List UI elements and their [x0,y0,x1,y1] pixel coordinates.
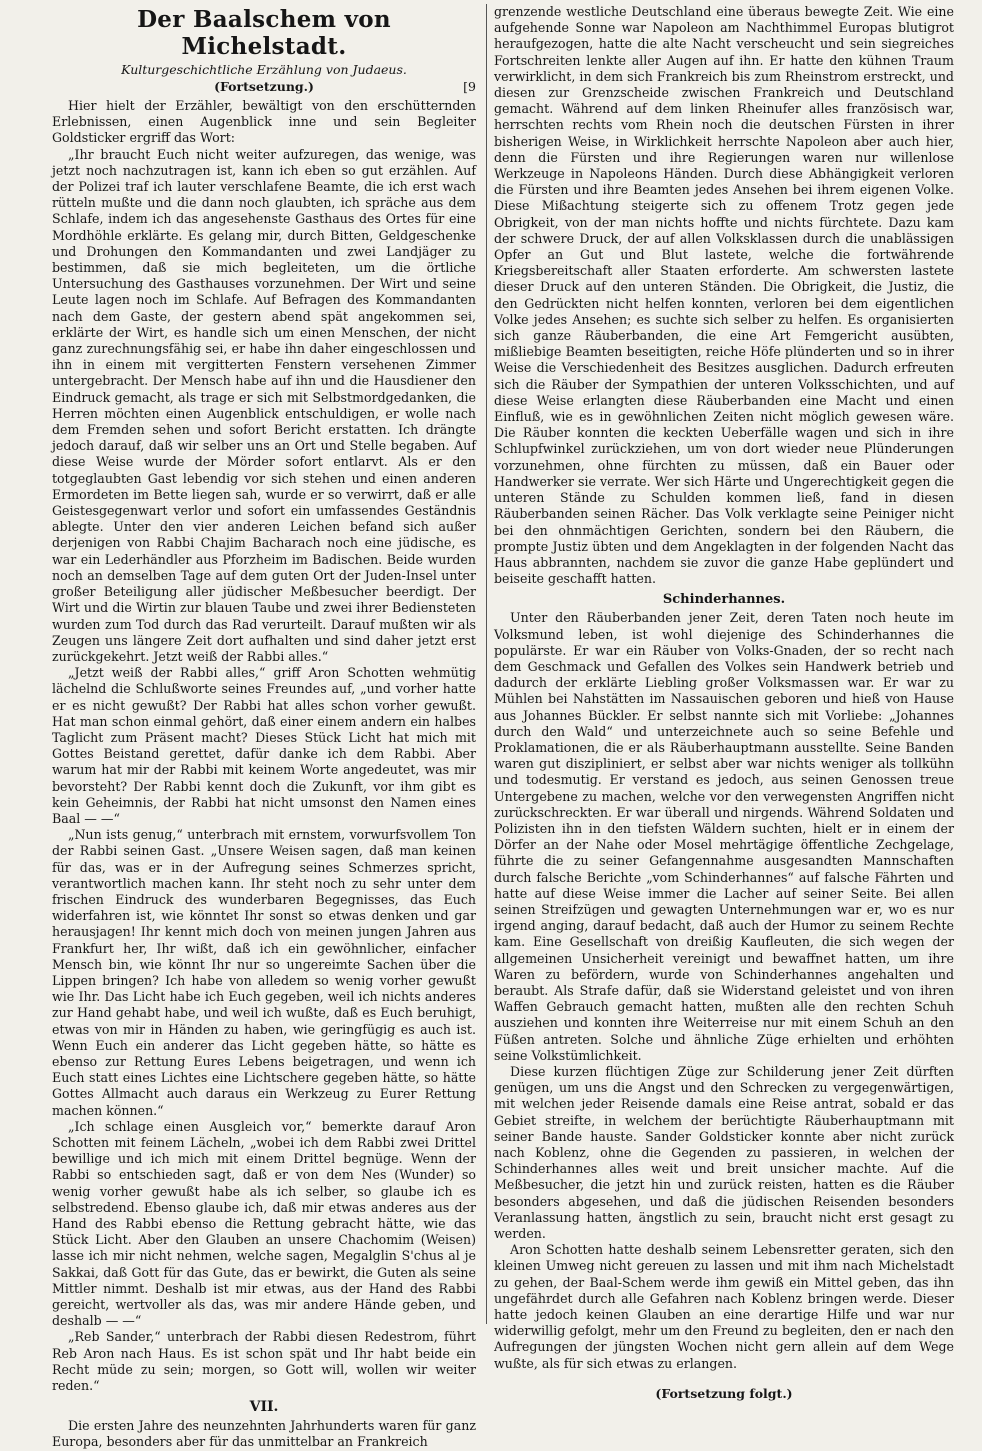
paragraph: Die ersten Jahre des neunzehnten Jahrhunderts waren für ganz Europa, besonders aber für das unmittelbar an Frankreich [52,1418,476,1450]
paragraph: Hier hielt der Erzähler, bewältigt von den erschütternden Erlebnissen, einen Augenblick inne und sein Begleiter Goldsticker ergriff das Wort: [52,98,476,146]
paragraph: „Nun ists genug,“ unterbrach mit ernstem, vorwurfsvollem Ton der Rabbi seinen Gast. „Unsere Weisen sagen, daß man keinen für das, was er in der Aufregung seines Schmerzes spricht, verantwortlich machen kann. Ihr steht noch zu sehr unter dem frischen Eindruck des wunderbaren Begegnisses, das Euch widerfahren ist, wie könntet Ihr sonst so etwas denken und gar herausjagen! Ihr kennt mich doch von meinen jungen Jahren aus Frankfurt her, Ihr wißt, daß ich ein gewöhnlicher, einfacher Mensch bin, wie könnt Ihr nur so ungereimte Sachen über die Lippen bringen? Ich habe von alledem so wenig vorher gewußt wie Ihr. Das Licht habe ich Euch gegeben, weil ich nichts anderes zur Hand gehabt habe, und weil ich wußte, daß es Euch beruhigt, etwas von mir in Händen zu haben, wie geringfügig es auch ist. Wenn Euch ein anderer das Licht gegeben hätte, so hätte es ebenso zur Rettung Eures Lebens beigetragen, und wenn ich Euch statt eines Lichtes eine Lichtschere gegeben hätte, so hätte Gottes Allmacht auch daraus ein Werkzeug zu Eurer Rettung machen können.“ [52,827,476,1118]
paragraph: „Ihr braucht Euch nicht weiter aufzuregen, das wenige, was jetzt noch nachzutragen ist, kann ich eben so gut erzählen. Auf der Polizei traf ich lauter verschlafene Beamte, die ich erst wach rütteln mußte und die dann noch glaubten, ich spräche aus dem Schlafe, indem ich das angesehenste Gasthaus des Ortes für eine Mordhöhle erklärte. Es gelang mir, durch Bitten, Geldgeschenke und Drohungen den Kommandanten und zwei Landjäger zu bestimmen, daß sie mich begleiteten, um die örtliche Untersuchung des Gasthauses vorzunehmen. Der Wirt und seine Leute lagen noch im Schlafe. Auf Befragen des Kommandanten nach dem Gaste, der gestern abend spät angekommen sei, erklärte der Wirt, es handle sich um einen Menschen, der nicht ganz zurechnungsfähig sei, er habe ihn daher eingeschlossen und ihn in einem mit vergitterten Fenstern versehenen Zimmer untergebracht. Der Mensch habe auf ihn und die Hausdiener den Eindruck gemacht, als trage er sich mit Selbstmordgedanken, die Herren möchten einen Augenblick entschuldigen, er wolle nach dem Fremden sehen und sofort Bericht erstatten. Ich drängte jedoch darauf, daß wir selber uns an Ort und Stelle begaben. Auf diese Weise wurde der Mörder sofort entlarvt. Als er den totgeglaubten Gast lebendig vor sich stehen und einen anderen Ermordeten im Bette liegen sah, wurde er so verwirrt, daß er alle Geistesgegenwart verlor und sofort ein umfassendes Geständnis ablegte. Unter den vier anderen Leichen befand sich außer derjenigen von Rabbi Chajim Bacharach noch eine jüdische, es war ein Lederhändler aus Pforzheim im Badischen. Beide wurden noch an demselben Tage auf dem guten Ort der Juden-Insel unter großer Beteiligung aller jüdischer Meßbesucher beerdigt. Der Wirt und die Wirtin zur blauen Taube und zwei ihrer Bediensteten wurden zum Tod durch das Rad verurteilt. Darauf mußten wir als Zeugen uns längere Zeit dort aufhalten und sind daher jetzt erst zurückgekehrt. Jetzt weiß der Rabbi alles.“ [52,146,476,664]
continuation-row [52,79,476,94]
continuation-footer: (Fortsetzung folgt.) [655,1385,793,1401]
column-divider [486,4,487,1324]
article-title: Der Baalschem von Michelstadt. [137,6,391,60]
paragraph: Aron Schotten hatte deshalb seinem Lebensretter geraten, sich den kleinen Umweg nicht gereuen zu lassen und mit ihm nach Michelstadt zu gehen, der Baal-Schem werde ihm gewiß ein Mittel geben, das ihn ungefährdet durch alle Gefahren nach Koblenz bringen werde. Dieser hatte jedoch keinen Glauben an eine derartige Hilfe und war nur widerwillig gefolgt, mehr um den Freund zu begleiten, den er nach den Aufregungen der jüngsten Wochen nicht gern allein auf dem Wege wußte, als für sich etwas zu erlangen. [494,1242,954,1371]
paragraph: „Ich schlage einen Ausgleich vor,“ bemerkte darauf Aron Schotten mit feinem Lächeln, „wobei ich dem Rabbi zwei Drittel bewillige und ich mich mit einem Drittel begnüge. Wenn der Rabbi so entschieden sagt, daß er von dem Nes (Wunder) so wenig vorher gewußt habe als ich selber, so glaube ich es selbstredend. Ebenso glaube ich, daß mir etwas anderes aus der Hand des Rabbi ebenso die Rettung gebracht hätte, wie das Stück Licht. Aber den Glauben an unsere Chachomim (Weisen) lasse ich mir nicht nehmen, welche sagen, Megalglin S'chus al je Sakkai, daß Gott für das Gute, das er bewirkt, die Guten als seine Mittler nimmt. Deshalb ist mir etwas, aus der Hand des Rabbi gereicht, wertvoller als das, was mir andere Hände geben, und deshalb — —“ [52,1118,476,1329]
paragraph: grenzende westliche Deutschland eine überaus bewegte Zeit. Wie eine aufgehende Sonne war Napoleon am Nachthimmel Europas blutigrot heraufgezogen, hatte die alte Nacht verscheucht und sein siegreiches Fortschreiten lenkte aller Augen auf ihn. Er hatte den kühnen Traum verwirklicht, in dem sich Frankreich bis zum Rheinstrom erstreckt, und diesen zur Grenzscheide zwischen Frankreich und Deutschland gemacht. Während auf dem linken Rheinufer alles französisch war, herrschten rechts vom Rhein noch die deutschen Fürsten in ihrer bisherigen Weise, in Wirklichkeit herrschte Napoleon aber auch hier, denn die Fürsten und ihre Regierungen waren nur willenlose Werkzeuge in Napoleons Händen. Durch diese Abhängigkeit verloren die Fürsten und ihre Beamten jedes Ansehen bei ihrem eigenen Volke. Diese Mißachtung steigerte sich zu offenem Trotz gegen jede Obrigkeit, von der man nichts hoffte und nichts fürchtete. Dazu kam der schwere Druck, der auf allen Volksklassen durch die unablässigen Opfer an Gut und Blut lastete, welche die fortwährende Kriegsbereitschaft aller Staaten erforderte. Am schwersten lastete dieser Druck auf den unteren Ständen. Die Obrigkeit, die Justiz, die den Gedrückten nicht helfen konnten, verloren bei dem eigentlichen Volke jedes Ansehen; es suchte sich selber zu helfen. Es organisierten sich ganze Räuberbanden, die eine Art Femgericht ausübten, mißliebige Beamten beseitigten, reiche Höfe plünderten und so in ihrer Weise die Verschiedenheit des Besitzes ausglichen. Dadurch erfreuten sich die Räuber der Sympathien der unteren Volksschichten, und auf diese Weise erlangten diese Räuberbanden eine Macht und einen Einfluß, wie es in gewöhnlichen Zeiten nicht möglich gewesen wäre. Die Räuber konnten die keckten Ueberfälle wagen und sich in ihre Schlupfwinkel zurückziehen, um von dort wieder neue Plünderungen vorzunehmen, ohne fürchten zu müssen, daß ein Bauer oder Handwerker sie verrate. Wer sich Härte und Ungerechtigkeit gegen die unteren Stände zu Schulden kommen ließ, fand in diesen Räuberbanden seinen Rächer. Das Volk verklagte seine Peiniger nicht bei den ohnmächtigen Gerichten, sondern bei den Räubern, die prompte Justiz übten und dem Angeklagten in der folgenden Nacht das Haus abbrannten, nachdem sie zuvor die ganze Habe geplündert und beiseite geschafft hatten. [494,4,954,587]
right-column [494,4,954,1401]
article-subtitle: Kulturgeschichtliche Erzählung von Judaeus. [121,62,407,77]
paragraph: „Reb Sander,“ unterbrach der Rabbi diesen Redestrom, führt Reb Aron nach Haus. Es ist schon spät und Ihr habt beide ein Recht müde zu sein; morgen, so Gott will, wollen wir weiter reden.“ [52,1329,476,1394]
continuation-label: (Fortsetzung.) [214,79,314,94]
subheading: Schinderhannes. [662,592,786,608]
paragraph: Diese kurzen flüchtigen Züge zur Schilderung jener Zeit dürften genügen, um uns die Angst und den Schrecken zu vergegenwärtigen, mit welchen jeder Reisende damals eine Reise antrat, sobald er das Gebiet streifte, in welchem der berüchtigte Räuberhauptmann mit seiner Bande hauste. Sander Goldsticker konnte aber nicht zurück nach Koblenz, ohne die Gegenden zu passieren, in welchen der Schinderhannes alles weit und breit unsicher machte. Auf die Meßbesucher, die jetzt hin und zurück reisten, hatten es die Räuber besonders abgesehen, und daß die jüdischen Reisenden besonders Veranlassung hatten, ängstlich zu sein, braucht nicht erst gesagt zu werden. [494,1064,954,1242]
paragraph: „Jetzt weiß der Rabbi alles,“ griff Aron Schotten wehmütig lächelnd die Schlußworte seines Freundes auf, „und vorher hatte er es nicht gewußt? Der Rabbi hat alles schon vorher gewußt. Hat man schon einmal gehört, daß einer einem andern ein halbes Taglicht zum Präsent macht? Dieses Stück Licht hat mich mit Gottes Beistand gerettet, dafür danke ich dem Rabbi. Aber warum hat mir der Rabbi mit keinem Worte angedeutet, was mir bevorsteht? Der Rabbi kennt doch die Zukunft, vor ihm gibt es kein Geheimnis, der Rabbi hat nicht umsonst den Namen eines Baal — —“ [52,665,476,826]
left-column [52,4,476,1450]
paragraph: Unter den Räuberbanden jener Zeit, deren Taten noch heute im Volksmund leben, ist wohl diejenige des Schinderhannes die populärste. Er war ein Räuber von Volks-Gnaden, der so recht nach dem Geschmack und Gefallen des Volkes sein Handwerk betrieb und dadurch der erklärte Liebling großer Volksmassen war. Er war zu Mühlen bei Nahstätten im Nassauischen geboren und hieß von Hause aus Johannes Bückler. Er selbst nannte sich mit Vorliebe: „Johannes durch den Wald“ und unterzeichnete auch so seine Befehle und Proklamationen, die er als Räuberhauptmann ausstellte. Seine Banden waren gut diszipliniert, er selbst aber war nichts weniger als tollkühn und todesmutig. Er verstand es jedoch, aus seinen Genossen treue Untergebene zu machen, welche vor den verwegensten Angriffen nicht zurückschreckten. Er war überall und nirgends. Während Soldaten und Polizisten ihn in den tiefsten Wäldern suchten, hielt er in einem der Dörfer an der Nahe oder Mosel mehrtägige öffentliche Zechgelage, führte die zu seiner Gefangennahme ausgesandten Mannschaften durch falsche Berichte „vom Schinderhannes“ auf falsche Fährten und hatte auf diese Weise immer die Lacher auf seiner Seite. Bei allen seinen Streifzügen und gewagten Unternehmungen war er, wo es nur irgend anging, darauf bedacht, daß auch der Humor zu seinem Rechte kam. Eine Gesellschaft von dreißig Kaufleuten, die sich wegen der allgemeinen Unsicherheit vereinigt und bewaffnet hatten, um ihre Waren zu befördern, wurde von Schinderhannes angehalten und beraubt. Als Strafe dafür, daß sie Widerstand geleistet und von ihren Waffen Gebrauch gemacht hatten, mußten alle den rechten Schuh ausziehen und konnten ihre Weiterreise nur mit einem Schuh an den Füßen antreten. Solche und ähnliche Züge erhielten und erhöhten seine Volkstümlichkeit. [494,610,954,1063]
section-number: VII. [249,1399,279,1416]
installment-number: [9 [463,79,476,94]
